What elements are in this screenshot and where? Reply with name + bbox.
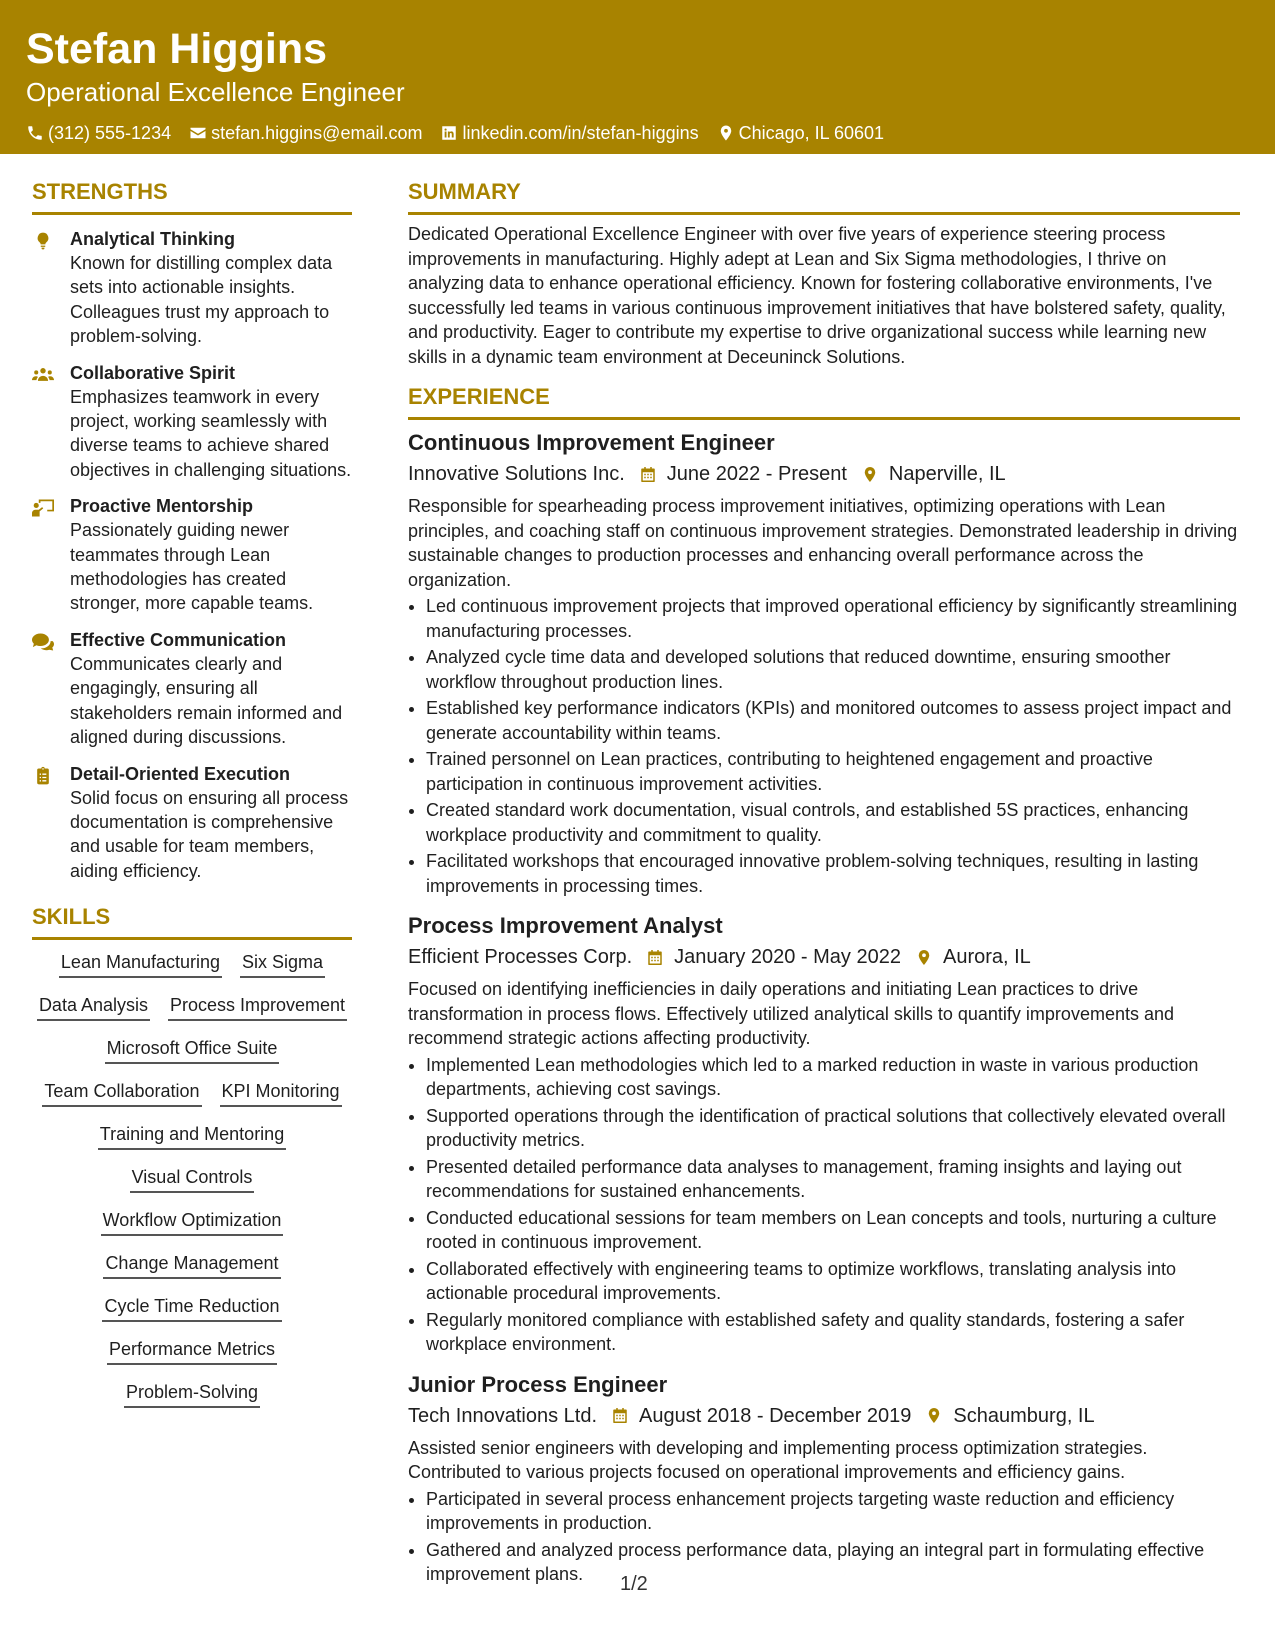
skill-tag: Workflow Optimization [101, 1208, 284, 1236]
strength-desc: Solid focus on ensuring all process documentation is comprehensive and usable for team members, aiding efficiency. [70, 787, 349, 881]
contact-email[interactable] [189, 121, 422, 145]
job-bullet: • Supported operations through the identification of practical solutions that collectively elevated overall productivity metrics. [426, 1104, 1240, 1153]
strength-desc: Emphasizes teamwork in every project, working seamlessly with diverse teams to achieve shared objectives in challenging situations. [70, 386, 352, 480]
skill-tag: Cycle Time Reduction [102, 1294, 281, 1322]
job-bullet: • Trained personnel on Lean practices, contributing to heightened engagement and proactive participation in continuous improvement activities. [426, 747, 1240, 796]
job-bullets [408, 1053, 1240, 1357]
left-column [32, 178, 352, 1408]
candidate-title: Operational Excellence Engineer [26, 77, 405, 107]
comments-icon [32, 632, 54, 652]
job-bullet: • Conducted educational sessions for team members on Lean concepts and tools, nurturing a culture rooted in continuous improvement. [426, 1206, 1240, 1255]
users-icon [32, 365, 54, 385]
job-entry [408, 1371, 1240, 1587]
job-company: Tech Innovations Ltd. [408, 1404, 598, 1427]
skill-tag: Problem-Solving [124, 1380, 260, 1408]
strength-desc: Passionately guiding newer teammates through Lean methodologies has created stronger, more capable teams. [70, 520, 314, 614]
skill-tag: Lean Manufacturing [59, 950, 222, 978]
phone-text: (312) 555-1234 [48, 123, 172, 143]
job-location: Schaumburg, IL [953, 1404, 1095, 1427]
skill-tag: Six Sigma [240, 950, 325, 978]
summary-heading: SUMMARY [408, 178, 1240, 215]
email-text: stefan.higgins@email.com [211, 123, 423, 143]
skill-tag: Change Management [103, 1251, 280, 1279]
strength-item [32, 227, 352, 349]
skill-tag: Microsoft Office Suite [105, 1036, 280, 1064]
job-bullet: • Analyzed cycle time data and developed solutions that reduced downtime, ensuring smoother workflow throughout production lines. [426, 645, 1240, 694]
envelope-icon [189, 124, 207, 142]
skill-tag: Training and Mentoring [98, 1122, 286, 1150]
job-company: Efficient Processes Corp. [408, 946, 633, 968]
strength-item [32, 494, 352, 616]
skill-tag: Visual Controls [130, 1165, 255, 1193]
map-marker-icon [915, 948, 933, 967]
job-role: Continuous Improvement Engineer [408, 430, 775, 455]
contact-location [717, 121, 884, 145]
contact-bar [26, 121, 1249, 145]
map-marker-icon [925, 1406, 943, 1425]
skill-tag: Data Analysis [37, 993, 150, 1021]
strength-desc: Communicates clearly and engagingly, ensuring all stakeholders remain informed and aligned during discussions. [70, 653, 343, 748]
job-bullets [408, 594, 1240, 898]
map-marker-icon [861, 465, 879, 484]
job-company: Innovative Solutions Inc. [408, 463, 625, 485]
job-role: Junior Process Engineer [408, 1371, 668, 1397]
job-dates: August 2018 - December 2019 [639, 1404, 912, 1427]
job-meta [408, 460, 1240, 488]
strength-title: Proactive Mentorship [70, 496, 254, 517]
skill-tag: KPI Monitoring [220, 1079, 342, 1107]
job-bullet: • Led continuous improvement projects that improved operational efficiency by significantly streamlining manufacturing processes. [426, 594, 1240, 643]
strength-title: Collaborative Spirit [70, 362, 236, 383]
job-description: Responsible for spearheading process improvement initiatives, optimizing operations with Lean principles, and coaching staff on continuous improvement strategies. Demonstrated leadership in driving sustainable changes to production processes and enhancing overall performance across the organization. [408, 496, 1238, 590]
job-bullet: • Established key performance indicators (KPIs) and monitored outcomes to assess project impact and generate accountability within teams. [426, 696, 1240, 745]
job-location: Naperville, IL [888, 463, 1006, 485]
linkedin-icon [440, 124, 458, 142]
experience-heading: EXPERIENCE [408, 383, 1240, 420]
strength-title: Detail-Oriented Execution [70, 763, 291, 784]
job-bullet: • Created standard work documentation, visual controls, and established 5S practices, enhancing workplace productivity and commitment to quality. [426, 798, 1240, 847]
calendar-icon [646, 948, 664, 967]
job-bullet: • Facilitated workshops that encouraged innovative problem-solving techniques, resulting in lasting improvements in processing times. [426, 849, 1240, 898]
skill-tag: Performance Metrics [107, 1337, 277, 1365]
strength-desc: Known for distilling complex data sets into actionable insights. Colleagues trust my approach to problem-solving. [70, 253, 333, 347]
contact-linkedin[interactable] [440, 121, 698, 145]
clipboard-list-icon [32, 766, 54, 786]
job-description: Assisted senior engineers with developing and implementing process optimization strategies. Contributed to various projects focused on operational improvements and efficiency gains. [408, 1437, 1148, 1482]
skill-tag: Team Collaboration [42, 1079, 201, 1107]
job-bullet: • Implemented Lean methodologies which led to a marked reduction in waste in various production departments, achieving cost savings. [426, 1053, 1240, 1102]
strength-item [32, 361, 352, 483]
calendar-icon [611, 1406, 629, 1425]
job-dates: January 2020 - May 2022 [674, 946, 901, 968]
job-dates: June 2022 - Present [666, 463, 847, 485]
map-marker-icon [717, 124, 735, 142]
job-bullet: • Collaborated effectively with engineering teams to optimize workflows, translating analysis into actionable procedural improvements. [426, 1257, 1240, 1306]
summary-text: Dedicated Operational Excellence Engineer with over five years of experience steering process improvements in manufacturing. Highly adept at Lean and Six Sigma methodologies, I thrive on analyzing data to enhance operational efficiency. Known for fostering collaborative environments, I've successfully led teams in various continuous improvement initiatives that have bolstered safety, quality, and productivity. Eager to contribute my expertise to drive organizational success while learning new skills in a dynamic team environment at Deceuninck Solutions. [408, 224, 1226, 367]
skill-tag: Process Improvement [168, 993, 347, 1021]
job-bullet: • Gathered and analyzed process performance data, playing an integral part in formulating effective improvement plans. [426, 1538, 1240, 1587]
job-entry [408, 912, 1240, 1357]
job-entry [408, 429, 1240, 898]
job-bullets [408, 1487, 1240, 1587]
strengths-heading: STRENGTHS [32, 178, 352, 215]
strength-title: Effective Communication [70, 629, 287, 650]
job-meta [408, 1402, 1240, 1430]
calendar-icon [639, 465, 657, 484]
candidate-name: Stefan Higgins [26, 25, 328, 73]
job-location: Aurora, IL [942, 946, 1031, 968]
skills-list [32, 950, 352, 1408]
job-meta [408, 943, 1240, 971]
right-column [408, 178, 1240, 1589]
lightbulb-icon [32, 231, 54, 251]
job-role: Process Improvement Analyst [408, 913, 723, 938]
page-number: 1/2 [620, 1573, 648, 1595]
job-description: Focused on identifying inefficiencies in daily operations and initiating Lean practices to drive transformation in process flows. Effectively utilized analytical skills to quantify improvements and recommend strategic actions affecting productivity. [408, 979, 1175, 1048]
skills-heading: SKILLS [32, 903, 352, 940]
chalkboard-teacher-icon [32, 498, 54, 518]
strength-item [32, 628, 352, 750]
job-bullet: • Regularly monitored compliance with established safety and quality standards, fostering a safer workplace environment. [426, 1308, 1240, 1357]
resume-header [0, 0, 1275, 154]
contact-phone[interactable] [26, 121, 171, 145]
phone-icon [26, 124, 44, 142]
strength-item [32, 762, 352, 884]
strength-title: Analytical Thinking [70, 229, 236, 249]
strengths-list [32, 227, 352, 883]
linkedin-text: linkedin.com/in/stefan-higgins [462, 123, 699, 143]
location-text: Chicago, IL 60601 [738, 123, 885, 143]
job-bullet: • Participated in several process enhancement projects targeting waste reduction and efficiency improvements in production. [426, 1487, 1240, 1536]
job-bullet: • Presented detailed performance data analyses to management, framing insights and laying out recommendations for sustained enhancements. [426, 1155, 1240, 1204]
